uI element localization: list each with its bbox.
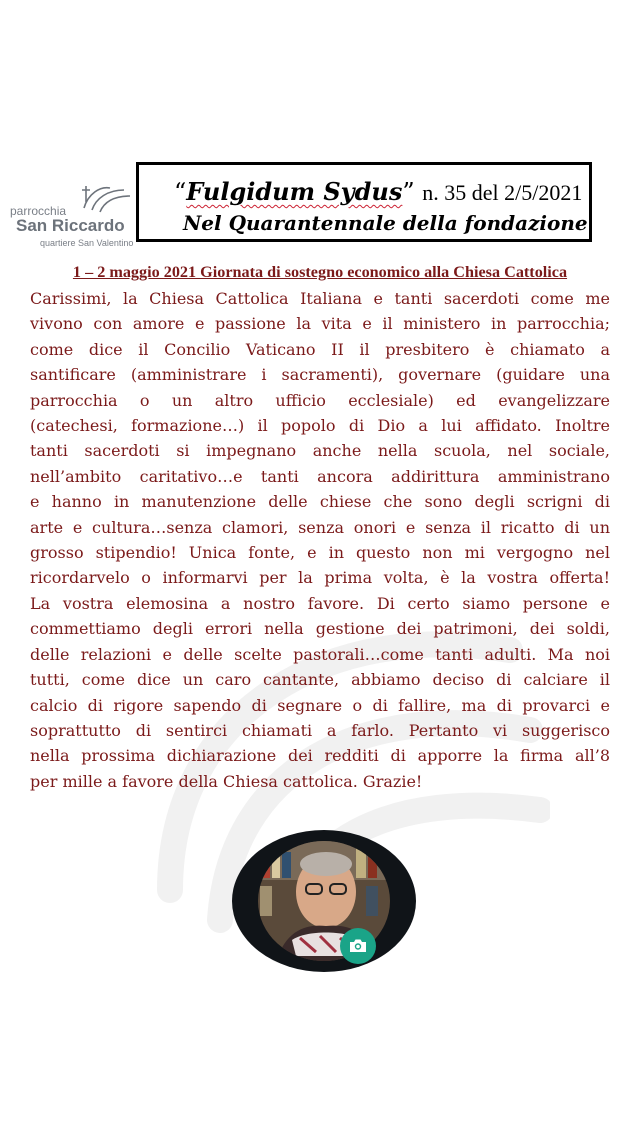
open-quote: “ [174, 178, 187, 206]
article-line: delle relazioni e delle scelte pastorali…come tanti adulti. Ma noi [30, 644, 610, 664]
logo-line-quartiere: quartiere San Valentino [40, 238, 134, 248]
article-line: per mille a favore della Chiesa cattolica. Grazie! [30, 771, 423, 791]
publication-name: Fulgidum Sydus [186, 177, 403, 206]
article-line: nella prossima dichiarazione dei redditi di apporre la firma all’8 [30, 746, 610, 766]
article-line: parrocchia o un altro ufficio ecclesiale) ed evangelizzare [30, 390, 610, 410]
article-line: arte e cultura…senza clamori, senza onori e senza il ricatto di un [30, 517, 610, 537]
camera-icon [349, 938, 367, 953]
article-line: calcio di rigore sapendo di segnare o di fallire, ma di provarci e [30, 695, 610, 715]
article-line: come dice il Concilio Vaticano II il presbitero è chiamato a [30, 339, 610, 359]
masthead-box [136, 162, 592, 242]
article-line: grosso stipendio! Unica fonte, e in questo non mi vergogno nel [30, 543, 610, 563]
article-line: ricordarvelo o informarvi per la prima volta, è la vostra offerta! [30, 568, 610, 588]
article-line: La vostra elemosina a nostro favore. Di certo siamo persone e [30, 593, 610, 613]
logo-line-parrocchia: parrocchia [10, 204, 67, 218]
article-line: commettiamo degli errori nella gestione dei patrimoni, dei soldi, [30, 619, 610, 639]
author-avatar[interactable] [232, 830, 416, 972]
issue-number: n. 35 del 2/5/2021 [422, 180, 583, 205]
article-headline: 1 – 2 maggio 2021 Giornata di sostegno economico alla Chiesa Cattolica [72, 263, 568, 281]
article-line: santificare (amministrare i sacramenti), governare (guidare una [30, 365, 610, 385]
logo-line-san-riccardo: San Riccardo [16, 216, 125, 235]
article-line: nell’ambito caritativo…e tanti ancora addirittura amministrano [30, 466, 610, 486]
article-line: vivono con amore e passione la vita e il ministero in parrocchia; [30, 314, 610, 334]
article-line: e hanno in manutenzione delle chiese che sono degli scrigni di [30, 492, 610, 512]
article-body [30, 286, 610, 794]
article-line: tanti sacerdoti si impegnano anche nella scuola, nel sociale, [30, 441, 610, 461]
parish-logo [8, 180, 134, 250]
article-line: Carissimi, la Chiesa Cattolica Italiana e tanti sacerdoti come me [30, 289, 610, 308]
article-line: (catechesi, formazione…) il popolo di Dio a lui affidato. Inoltre [30, 416, 610, 436]
close-quote: ” [402, 178, 415, 206]
swoosh-logo-icon [80, 180, 134, 214]
masthead-subtitle: Nel Quarantennale della fondazione [183, 211, 588, 235]
article-line: tutti, come dice un caro cantante, abbiamo deciso di calciare il [30, 670, 610, 690]
article-line: soprattutto di sentirci chiamati a farlo. Pertanto vi suggerisco [30, 720, 610, 740]
masthead-title-line [174, 177, 582, 206]
change-photo-button[interactable] [340, 928, 376, 964]
